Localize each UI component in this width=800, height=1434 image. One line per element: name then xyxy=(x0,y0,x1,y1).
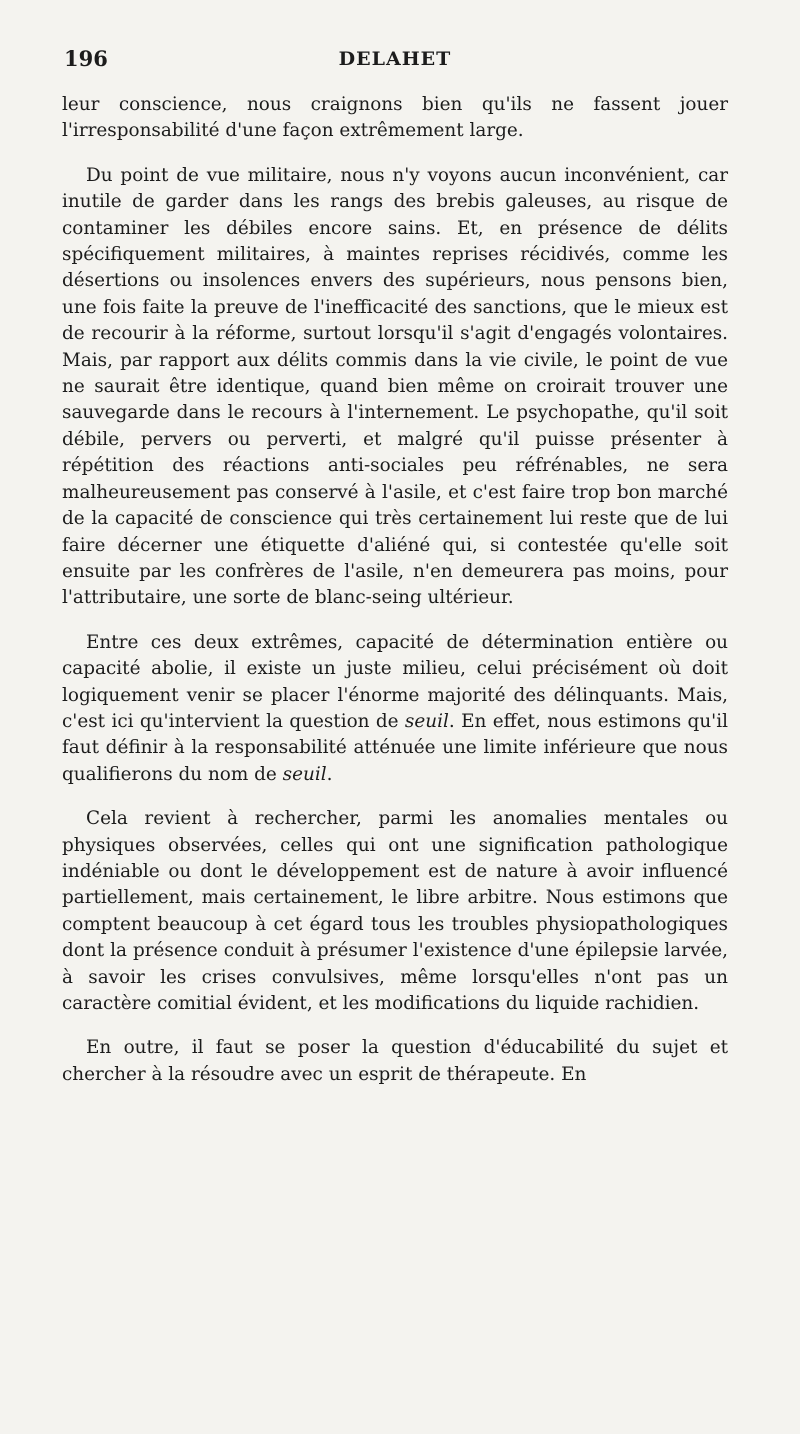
paragraph-text: leur conscience, nous craignons bien qu'ils ne fassent jouer l'irresponsabilité d'une façon extrêmement large. xyxy=(62,94,728,142)
paragraph-4 xyxy=(62,806,728,1017)
paragraph-text: Cela revient à rechercher, parmi les anomalies mentales ou physiques observées, celles qui ont une signification pathologique indéniable ou dont le développement est de nature à avoir influencé partiellement, mais certainement, le libre arbitre. Nous estimons que comptent beaucoup à cet égard tous les troubles physiopathologiques dont la présence conduit à présumer l'existence d'une épilepsie larvée, à savoir les crises convulsives, même lorsqu'elles n'ont pas un caractère comitial évident, et les modifications du liquide rachidien. xyxy=(62,808,728,1014)
page-number: 196 xyxy=(64,46,108,71)
paragraph-text: . xyxy=(326,763,333,785)
italic-term: seuil xyxy=(404,710,449,732)
paragraph-5 xyxy=(62,1035,728,1088)
paragraph-1 xyxy=(62,92,728,145)
paragraph-text: En outre, il faut se poser la question d'éducabilité du sujet et chercher à la résoudre avec un esprit de thérapeute. En xyxy=(62,1037,728,1085)
paragraph-3 xyxy=(62,630,728,788)
italic-term: seuil xyxy=(282,763,327,785)
paragraph-text: . En effet, nous estimons qu'il faut définir à la responsabilité atténuée une limite inférieure que nous qualifierons du nom de xyxy=(62,710,728,785)
body-text xyxy=(62,92,728,1088)
paragraph-text: Entre ces deux extrêmes, capacité de détermination entière ou capacité abolie, il existe un juste milieu, celui précisément où doit logiquement venir se placer l'énorme majorité des délinquants. Mais, c'est ici qu'intervient la question de xyxy=(62,631,728,732)
paragraph-2 xyxy=(62,163,728,612)
paragraph-text: Du point de vue militaire, nous n'y voyons aucun inconvénient, car inutile de garder dans les rangs des brebis galeuses, au risque de contaminer les débiles encore sains. Et, en présence de délits spécifiquement militaires, à maintes reprises récidivés, comme les désertions ou insolences envers des supérieurs, nous pensons bien, une fois faite la preuve de l'inefficacité des sanctions, que le mieux est de recourir à la réforme, surtout lorsqu'il s'agit d'engagés volontaires. Mais, par rapport aux délits commis dans la vie civile, le point de vue ne saurait être identique, quand bien même on croirait trouver une sauvegarde dans le recours à l'internement. Le psychopathe, qu'il soit débile, pervers ou perverti, et malgré qu'il puisse présenter à répétition des réactions anti-sociales peu réfrénables, ne sera malheureusement pas conservé à l'asile, et c'est faire trop bon marché de la capacité de conscience qui très certainement lui reste que de lui faire décerner une étiquette d'aliéné qui, si contestée qu'elle soit ensuite par les confrères de l'asile, n'en demeurera pas moins, pour l'attributaire, une sorte de blanc-seing ultérieur. xyxy=(62,164,728,609)
page-header xyxy=(62,44,728,78)
running-head: DELAHET xyxy=(338,48,452,70)
